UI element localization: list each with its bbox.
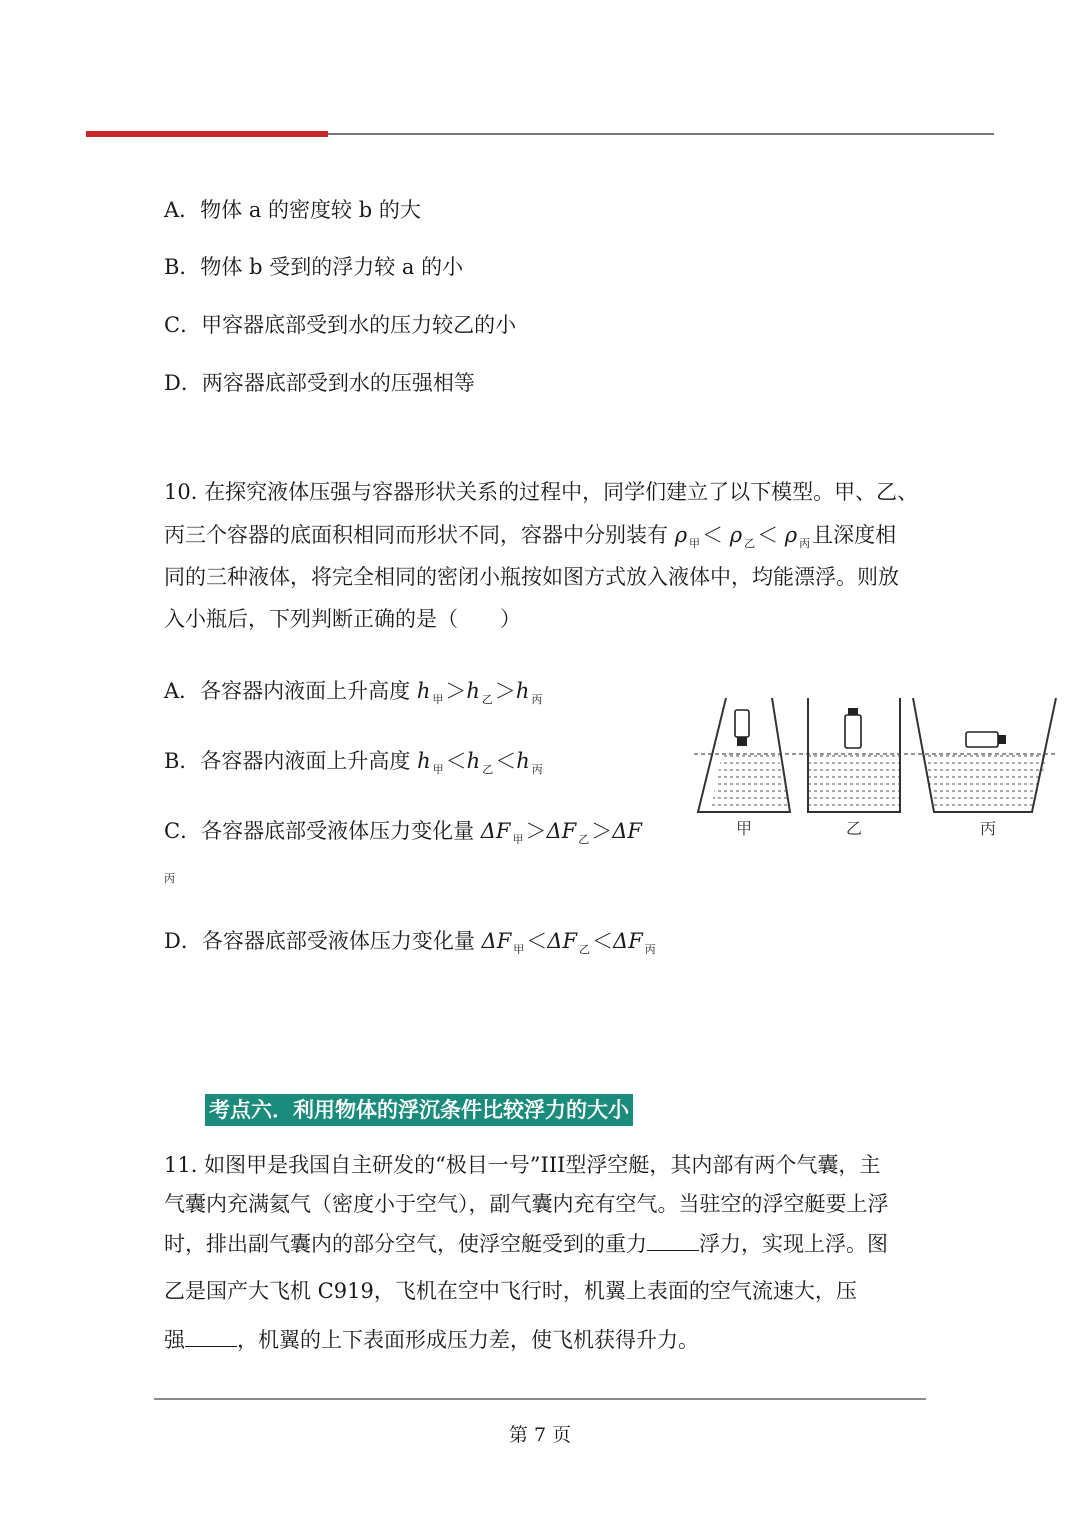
q11-line2: 气囊内充满氦气（密度小于空气），副气囊内充有空气。当驻空的浮空艇要上浮	[164, 1192, 889, 1216]
liquid-bing	[922, 754, 1048, 812]
q11-line3: 时，排出副气囊内的部分空气，使浮空艇受到的重力 浮力，实现上浮。图	[164, 1232, 888, 1256]
q10-stem-line1: 10. 在探究液体压强与容器形状关系的过程中，同学们建立了以下模型。甲、乙、	[164, 480, 919, 504]
q9-option-b: B．物体 b 受到的浮力较 a 的小	[164, 255, 464, 279]
q10-option-c: C．各容器底部受液体压力变化量 ΔF $_甲$＞ΔF $_乙$＞ΔF	[164, 819, 643, 846]
q10-stem-line4: 入小瓶后，下列判断正确的是（ ）	[164, 607, 521, 631]
q9-option-c: C．甲容器底部受到水的压力较乙的小	[164, 313, 517, 337]
page-number: 第 7 页	[508, 1424, 572, 1446]
q10-option-a: A．各容器内液面上升高度 h $_甲$＞h $_乙$＞h $_丙$	[164, 679, 543, 706]
label-bing: 丙	[979, 819, 997, 838]
footer-rule	[154, 1398, 926, 1400]
q11-line4: 乙是国产大飞机 C919，飞机在空中飞行时，机翼上表面的空气流速大，压	[164, 1279, 857, 1303]
liquid-jia	[710, 754, 790, 812]
containers-figure	[688, 690, 1060, 840]
liquid-yi	[809, 754, 900, 812]
q10-option-c-wrap-sub: 丙	[164, 872, 175, 885]
header-accent-bar	[86, 131, 328, 137]
q9-option-a: A．物体 a 的密度较 b 的大	[164, 198, 421, 222]
bottle-jia	[735, 710, 749, 746]
q10-option-b: B．各容器内液面上升高度 h $_甲$＜h $_乙$＜h $_丙$	[164, 749, 543, 776]
bottle-bing	[966, 732, 1006, 747]
answer-blank-1[interactable]	[647, 1230, 699, 1251]
label-yi: 乙	[845, 819, 863, 838]
label-jia: 甲	[735, 819, 753, 838]
bottle-yi	[845, 708, 861, 748]
q11-line5: 强 ，机翼的上下表面形成压力差，使飞机获得升力。	[164, 1328, 699, 1352]
answer-blank-2[interactable]	[185, 1326, 237, 1347]
section-title: 考点六．利用物体的浮沉条件比较浮力的大小	[205, 1094, 633, 1126]
q10-stem-line2: 丙三个容器的底面积相同而形状不同，容器中分别装有 ρ $_甲$＜ ρ $_乙$＜ ρ $_丙$且深度相	[164, 523, 897, 550]
q10-option-d: D．各容器底部受液体压力变化量 ΔF $_甲$＜ΔF $_乙$＜ΔF $_丙$	[164, 929, 656, 956]
q9-option-d: D．两容器底部受到水的压强相等	[164, 371, 475, 395]
q11-line1: 11. 如图甲是我国自主研发的“极目一号”III型浮空艇，其内部有两个气囊，主	[164, 1153, 881, 1177]
q10-stem-line3: 同的三种液体，将完全相同的密闭小瓶按如图方式放入液体中，均能漂浮。则放	[164, 565, 899, 589]
